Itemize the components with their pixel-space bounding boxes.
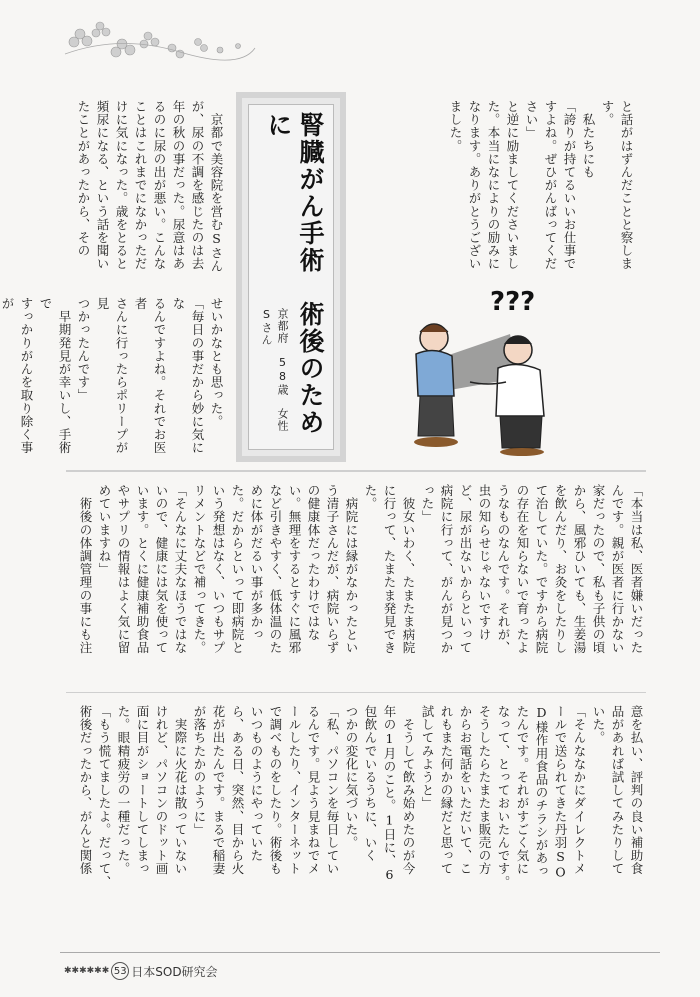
middle-row-line: います。とくに健康補助食品 bbox=[135, 484, 150, 655]
middle-row-line: を飲んだり、お灸をしたりし bbox=[553, 484, 568, 655]
section-divider-bottom bbox=[66, 692, 646, 693]
middle-row-line: 虫の知らせじゃないですけ bbox=[477, 484, 492, 642]
middle-row-line: い。無理をするとすぐに風邪 bbox=[287, 484, 302, 655]
middle-row-line: いう発想はなく、いつもサプ bbox=[211, 484, 226, 655]
middle-row-line: た。だからといって即病院と bbox=[230, 484, 245, 655]
middle-row-line: 病院に行って、がんが見つか bbox=[439, 484, 454, 655]
left-top-line: 頻尿になる、という話を聞い bbox=[95, 100, 110, 271]
top-right-line: さい」 bbox=[524, 100, 539, 140]
middle-row-line: めに体がだるい事が多かっ bbox=[249, 484, 264, 642]
bottom-row-line: ールで送られてきた丹羽SO bbox=[553, 705, 568, 881]
left-top-line: るのに尿の出が悪い。こんな bbox=[152, 100, 167, 271]
bottom-row-line: 実際に火花は散っていない bbox=[173, 705, 188, 876]
middle-row-line: った」 bbox=[420, 484, 435, 524]
top-right-line: 「誇りが持てるいいお仕事で bbox=[562, 100, 577, 271]
middle-row-line: に行って、たまたま発見でき bbox=[382, 484, 397, 655]
left-middle-line: 「毎日の事だから妙に気にな bbox=[171, 297, 205, 455]
middle-row-line: の存在を知らないで育ったよ bbox=[515, 484, 530, 655]
top-right-text bbox=[440, 100, 636, 275]
bottom-row-line: たんです。それがすごく気に bbox=[515, 705, 530, 876]
bottom-row-line: 品があれば試してみたりして bbox=[610, 705, 625, 876]
top-right-line: 私たちにも bbox=[581, 100, 596, 179]
middle-row-line: ど、尿が出ないからといって bbox=[458, 484, 473, 655]
top-right-line: なります。ありがとうござい bbox=[467, 100, 482, 271]
bottom-row-line: D様作用食品のチラシがあっ bbox=[534, 705, 549, 878]
top-right-line: す。 bbox=[600, 100, 615, 127]
middle-row-line: て治していた。ですから病院 bbox=[534, 484, 549, 655]
bottom-row-line: 「私、パソコンを毎日してい bbox=[325, 705, 340, 876]
bottom-row-line: いた。 bbox=[591, 705, 606, 745]
left-top-text bbox=[66, 100, 226, 275]
publisher-name: 日本SOD研究会 bbox=[131, 964, 218, 979]
top-right-line: た。本当になによりの励みに bbox=[486, 100, 501, 271]
middle-row-line: 術後の体調管理の事にも注 bbox=[78, 484, 93, 655]
top-right-line: ました。 bbox=[448, 100, 463, 153]
middle-row-line: た。 bbox=[363, 484, 378, 511]
middle-row-line: 彼女いわく、たまたま病院 bbox=[401, 484, 416, 655]
bottom-row-line: るんです。見よう見まねでメ bbox=[306, 705, 321, 876]
left-middle-text bbox=[0, 297, 226, 457]
floral-ornament-icon bbox=[60, 14, 260, 64]
middle-row-line: う清子さんだが、病院いらず bbox=[325, 484, 340, 655]
middle-row-line: うなものなんです。それが、 bbox=[496, 484, 511, 655]
bottom-row-line: なって、とっておいたんです。 bbox=[496, 705, 511, 889]
question-marks: ??? bbox=[490, 287, 536, 317]
middle-row-line: めていますね」 bbox=[97, 484, 112, 576]
left-middle-line: つかったんです」 bbox=[76, 297, 91, 402]
bottom-row-line: 花が出たんです。まるで稲妻 bbox=[211, 705, 226, 876]
bottom-row-line: ら、ある日、突然、目から火 bbox=[230, 705, 245, 876]
bottom-row-line: で調べものをしたり。術後も bbox=[268, 705, 283, 876]
bottom-row-line: 「もう慌てましたよ。だって、 bbox=[97, 705, 112, 889]
bottom-row-line: 包飲んでいるうちに、いく bbox=[363, 705, 378, 863]
middle-row-line: 家だったので、私も子供の頃 bbox=[591, 484, 606, 655]
middle-row-line: の健康体だったわけではな bbox=[306, 484, 321, 642]
left-top-line: たことがあったから、その bbox=[76, 100, 91, 258]
left-top-line: 年の秋の事だった。尿意はあ bbox=[171, 100, 186, 271]
top-right-line: と話がはずんだことと察しま bbox=[619, 100, 634, 271]
middle-row-line: 病院には縁がなかったとい bbox=[344, 484, 359, 655]
bottom-row-line: が落ちたかのように」 bbox=[192, 705, 207, 836]
left-top-line: けに気になった。歳をとると bbox=[114, 100, 129, 271]
bottom-row-line: からお電話をいただいて、こ bbox=[458, 705, 473, 876]
bottom-row-line: つかの変化に気づいた。 bbox=[344, 705, 359, 850]
footer-stars: ✱✱✱✱✱✱ bbox=[64, 966, 110, 976]
middle-row-line: 「本当は私、医者嫌いだった bbox=[629, 484, 644, 655]
bottom-row-line: 年の1月のこと。1日に、6 bbox=[382, 705, 397, 883]
section-divider-top bbox=[66, 470, 646, 472]
bottom-row-line: そうしたらたまたま販売の方 bbox=[477, 705, 492, 876]
bottom-row-text bbox=[66, 705, 646, 905]
middle-row-line: 「そんなに丈夫なほうではな bbox=[173, 484, 188, 655]
bottom-row-line: 意を払い、評判の良い補助食 bbox=[629, 705, 644, 876]
bottom-row-line: そうして飲み始めたのが今 bbox=[401, 705, 416, 876]
left-middle-line: さんに行ったらポリープが見 bbox=[95, 297, 129, 455]
left-middle-line: るんですよね。それでお医者 bbox=[133, 297, 167, 455]
footer-rule bbox=[60, 952, 660, 953]
article-title: 腎臓がん手術 術後のために bbox=[264, 112, 325, 436]
page-footer bbox=[64, 961, 218, 981]
middle-row-line: など引きやすく、低体温のた bbox=[268, 484, 283, 655]
left-middle-line: 早期発見が幸いし、手術で bbox=[38, 297, 72, 455]
middle-row-line: から、風邪ひいても、生姜湯 bbox=[572, 484, 587, 655]
left-top-line: ことはこれまでになかっただ bbox=[133, 100, 148, 271]
page-number: 53 bbox=[111, 962, 129, 980]
article-title-box bbox=[236, 92, 346, 462]
bottom-row-line: た。眼精疲労の一種だった。 bbox=[116, 705, 131, 876]
left-middle-line: せいかなとも思った。 bbox=[209, 297, 224, 428]
middle-row-line: いので、健康には気を使って bbox=[154, 484, 169, 655]
bottom-row-line: ールしたり、インターネット bbox=[287, 705, 302, 876]
middle-row-text bbox=[66, 484, 646, 684]
left-top-line: が、尿の不調を感じたのは去 bbox=[190, 100, 205, 271]
left-top-line: 京都で美容院を営むSさん bbox=[209, 100, 224, 273]
article-author: 京都府 58歳 女性 Sさん bbox=[260, 308, 289, 444]
bottom-row-line: れもまた何かの縁だと思って bbox=[439, 705, 454, 876]
middle-row-line: やサプリの情報はよく気に留 bbox=[116, 484, 131, 655]
bottom-row-line: 面に目がショートしてしまっ bbox=[135, 705, 150, 876]
doctor-patient-icon bbox=[398, 286, 558, 458]
middle-row-line: んです。親が医者に行かない bbox=[610, 484, 625, 655]
top-right-line: すよね。ぜひがんばってくだ bbox=[543, 100, 558, 271]
bottom-row-line: いつものようにやっていた bbox=[249, 705, 264, 863]
left-middle-line: すっかりがんを取り除く事が bbox=[0, 297, 34, 455]
bottom-row-line: 術後だったから、がんと関係 bbox=[78, 705, 93, 876]
bottom-row-line: 「そんななかにダイレクトメ bbox=[572, 705, 587, 876]
bottom-row-line: けれど、パソコンのドット画 bbox=[154, 705, 169, 876]
bottom-row-line: 試してみようと」 bbox=[420, 705, 435, 810]
top-right-line: と逆に励ましてくださいまし bbox=[505, 100, 520, 271]
middle-row-line: リメントなどで補ってきた。 bbox=[192, 484, 207, 655]
